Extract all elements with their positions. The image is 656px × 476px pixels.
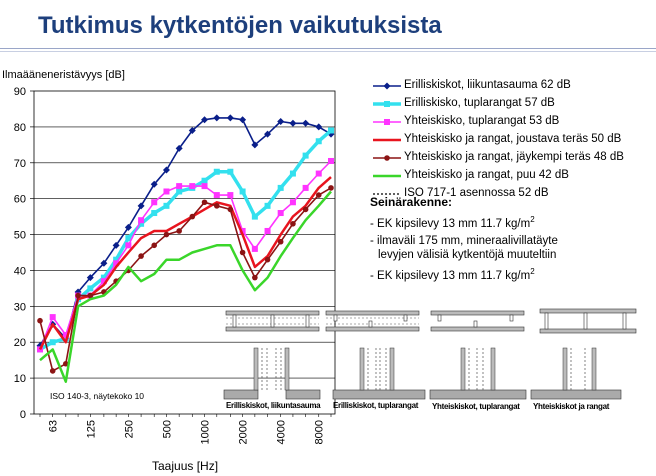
legend-item-3: [372, 132, 656, 150]
xtick-label-250: 250: [123, 420, 136, 439]
ytick-label-60: 60: [13, 193, 26, 206]
diagram-label-3: Yhteiskiskot, tuplarangat: [432, 402, 520, 411]
page-title: Tutkimus kytkentöjen vaikutuksista: [38, 12, 442, 39]
section-view-4: [531, 348, 621, 399]
xtick-label-63: 63: [47, 420, 60, 433]
note-1-sup: 2: [530, 215, 535, 224]
y-axis-label: Ilmaääneneristävyys [dB]: [2, 69, 125, 81]
section-view-1: [224, 348, 320, 399]
legend-swatch-2: [372, 116, 402, 128]
legend-label-2: Yhteiskisko, tuplarangat 53 dB: [404, 115, 560, 127]
legend-item-5: [372, 168, 656, 186]
x-axis-label: Taajuus [Hz]: [152, 459, 219, 473]
note-1-text: - EK kipsilevy 13 mm 11.7 kg/m: [370, 217, 531, 230]
legend-swatch-marker-0: [384, 83, 391, 90]
chart-legend: [372, 78, 656, 204]
ytick-label-80: 80: [13, 121, 26, 134]
note-3-sup: 2: [530, 266, 535, 276]
legend-label-3: Yhteiskisko ja rangat, joustava teräs 50 dB: [404, 133, 622, 145]
plan-view-4: [540, 309, 636, 333]
diagram-label-4: Yhteiskiskot ja rangat: [533, 402, 610, 411]
note-2b: levyjen välisiä kytkentöjä muuteltiin: [378, 248, 557, 261]
xtick-label-500: 500: [161, 420, 174, 439]
legend-label-5: Yhteiskisko ja rangat, puu 42 dB: [404, 169, 569, 181]
legend-swatch-1: [372, 98, 402, 110]
xtick-label-2000: 2000: [237, 420, 250, 445]
ytick-label-20: 20: [13, 337, 26, 350]
legend-swatch-marker-2: [384, 119, 390, 125]
ytick-label-10: 10: [13, 373, 26, 386]
legend-swatch-0: [372, 80, 402, 92]
legend-label-1: Erilliskisko, tuplarangat 57 dB: [404, 97, 555, 109]
xtick-label-1000: 1000: [199, 420, 212, 445]
diagram-label-1: Erilliskiskot, liikuntasauma: [226, 401, 321, 410]
ytick-label-70: 70: [13, 157, 26, 170]
plan-view-1: [226, 311, 319, 331]
legend-swatch-4: [372, 152, 402, 164]
ytick-label-40: 40: [13, 265, 26, 278]
ytick-label-30: 30: [13, 301, 26, 314]
legend-item-4: [372, 150, 656, 168]
wall-structure-notes: [370, 195, 656, 286]
legend-swatch-3: [372, 134, 402, 146]
plan-view-2: [326, 311, 419, 331]
ytick-label-50: 50: [13, 229, 26, 242]
legend-swatch-marker-1: [384, 101, 390, 107]
note-1: [370, 213, 656, 231]
legend-label-6: ISO 717-1 asennossa 52 dB: [404, 187, 549, 199]
note-3-text: - EK kipsilevy 13 mm 11.7 kg/m: [370, 269, 531, 282]
plan-view-3: [431, 311, 524, 331]
ytick-label-90: 90: [13, 86, 26, 98]
xtick-label-4000: 4000: [275, 420, 288, 445]
legend-item-1: [372, 96, 656, 114]
legend-label-4: Yhteiskisko ja rangat, jäykempi teräs 48 dB: [404, 151, 624, 163]
note-3: [370, 265, 656, 283]
legend-label-0: Erilliskiskot, liikuntasauma 62 dB: [404, 79, 571, 91]
notes-title: Seinärakenne:: [370, 195, 453, 209]
note-2: - ilmaväli 175 mm, mineraalivillatäyte: [370, 234, 558, 247]
ytick-label-0: 0: [19, 409, 26, 421]
legend-item-2: [372, 114, 656, 132]
legend-swatch-5: [372, 170, 402, 182]
legend-swatch-marker-4: [384, 155, 390, 161]
section-view-3: [430, 348, 526, 399]
xtick-label-125: 125: [85, 420, 98, 439]
section-view-2: [333, 348, 425, 399]
diagram-label-2: Erilliskiskot, tuplarangat: [333, 401, 419, 410]
xtick-label-8000: 8000: [313, 420, 326, 445]
legend-item-0: [372, 78, 656, 96]
iso-note: ISO 140-3, näytekoko 10: [50, 391, 145, 401]
